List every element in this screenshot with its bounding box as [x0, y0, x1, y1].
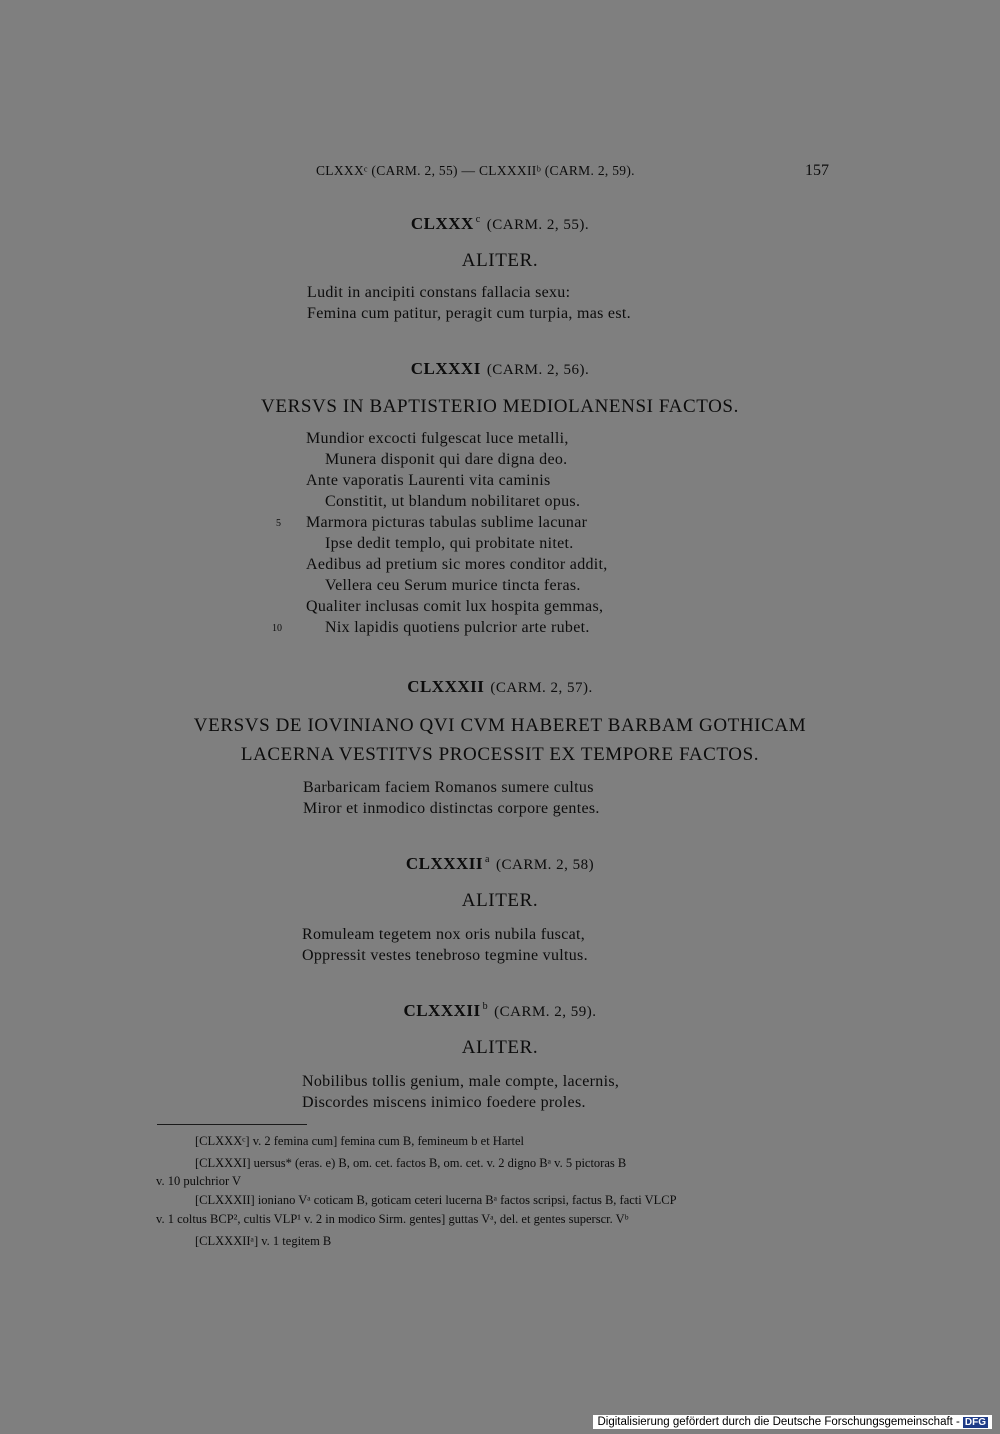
footnote-rule	[157, 1124, 307, 1125]
footnote: [CLXXXII] ioniano Vᵃ coticam B, goticam ceteri lucerna Bᵃ factos scripsi, factus B, facti VLCP	[195, 1193, 677, 1207]
verse-line: Mundior excocti fulgescat luce metalli,	[306, 430, 569, 447]
poem-heading	[0, 214, 1000, 234]
poem-carm-ref: (CARM. 2, 55).	[486, 217, 590, 233]
digitization-credit	[593, 1415, 992, 1429]
verse-line: Marmora picturas tabulas sublime lacunar	[306, 514, 588, 531]
verse-line: Vellera ceu Serum murice tincta feras.	[325, 577, 581, 594]
poem-number-sup: b	[482, 1001, 489, 1013]
poem-title: VERSVS IN BAPTISTERIO MEDIOLANENSI FACTOS.	[261, 396, 739, 417]
poem-number: CLXXX	[410, 214, 474, 233]
poem-carm-ref: (CARM. 2, 58)	[495, 857, 595, 873]
line-number: 10	[272, 623, 282, 634]
verse-line: Nix lapidis quotiens pulcrior arte rubet.	[325, 619, 590, 636]
poem-heading	[0, 359, 1000, 379]
poem-carm-ref: (CARM. 2, 56).	[486, 362, 590, 378]
verse-line: Qualiter inclusas comit lux hospita gemmas,	[306, 598, 604, 615]
verse-line: Aedibus ad pretium sic mores conditor addit,	[306, 556, 608, 573]
verse-line: Miror et inmodico distinctas corpore gentes.	[303, 800, 600, 817]
footnote: [CLXXXᶜ] v. 2 femina cum] femina cum B, femineum b et Hartel	[195, 1134, 525, 1148]
poem-number: CLXXXI	[410, 359, 481, 378]
verse-line: Romuleam tegetem nox oris nubila fuscat,	[302, 926, 586, 943]
credit-text: Digitalisierung gefördert durch die Deutsche Forschungsgemeinschaft -	[597, 1416, 960, 1428]
verse-line: Constitit, ut blandum nobilitaret opus.	[325, 493, 581, 510]
dfg-logo-icon: DFG	[964, 1417, 986, 1428]
footnote: [CLXXXI] uersus* (eras. e) B, om. cet. factos B, om. cet. v. 2 digno Bᵃ v. 5 pictoras B	[195, 1156, 627, 1170]
verse-line: Munera disponit qui dare digna deo.	[325, 451, 568, 468]
running-head: CLXXXᶜ (CARM. 2, 55) — CLXXXIIᵇ (CARM. 2, 59).	[316, 163, 635, 178]
poem-title: ALITER.	[461, 1037, 539, 1058]
verse-line: Ludit in ancipiti constans fallacia sexu:	[307, 284, 571, 301]
footnote: v. 10 pulchrior V	[156, 1174, 242, 1188]
footnote: [CLXXXIIᵃ] v. 1 tegitem B	[195, 1234, 332, 1248]
poem-title: ALITER.	[461, 250, 539, 271]
verse-line: Ante vaporatis Laurenti vita caminis	[306, 472, 551, 489]
poem-heading	[0, 677, 1000, 697]
page-number: 157	[805, 162, 829, 179]
verse-line: Nobilibus tollis genium, male compte, lacernis,	[302, 1073, 620, 1090]
poem-carm-ref: (CARM. 2, 57).	[490, 680, 593, 696]
verse-line: Ipse dedit templo, qui probitate nitet.	[325, 535, 574, 552]
poem-number: CLXXXII	[403, 1001, 481, 1020]
poem-title: VERSVS DE IOVINIANO QVI CVM HABERET BARBAM GOTHICAM	[193, 715, 807, 736]
verse-line: Femina cum patitur, peragit cum turpia, mas est.	[307, 305, 631, 322]
poem-title: ALITER.	[461, 890, 539, 911]
verse-line: Oppressit vestes tenebroso tegmine vultus.	[302, 947, 588, 964]
verse-line: Discordes miscens inimico foedere proles.	[302, 1094, 586, 1111]
poem-number-sup: a	[485, 854, 490, 866]
poem-number: CLXXXII	[405, 854, 484, 873]
poem-carm-ref: (CARM. 2, 59).	[494, 1004, 597, 1020]
verse-line: Barbaricam faciem Romanos sumere cultus	[303, 779, 594, 796]
poem-heading	[0, 854, 1000, 874]
line-number: 5	[276, 518, 281, 529]
poem-number-sup: c	[475, 214, 481, 226]
footnote: v. 1 coltus BCP², cultis VLP¹ v. 2 in modico Sirm. gentes] guttas Vᵃ, del. et gentes superscr. Vᵇ	[156, 1212, 629, 1226]
poem-title: LACERNA VESTITVS PROCESSIT EX TEMPORE FACTOS.	[240, 744, 760, 765]
poem-heading	[0, 1001, 1000, 1021]
poem-number: CLXXXII	[407, 677, 485, 696]
